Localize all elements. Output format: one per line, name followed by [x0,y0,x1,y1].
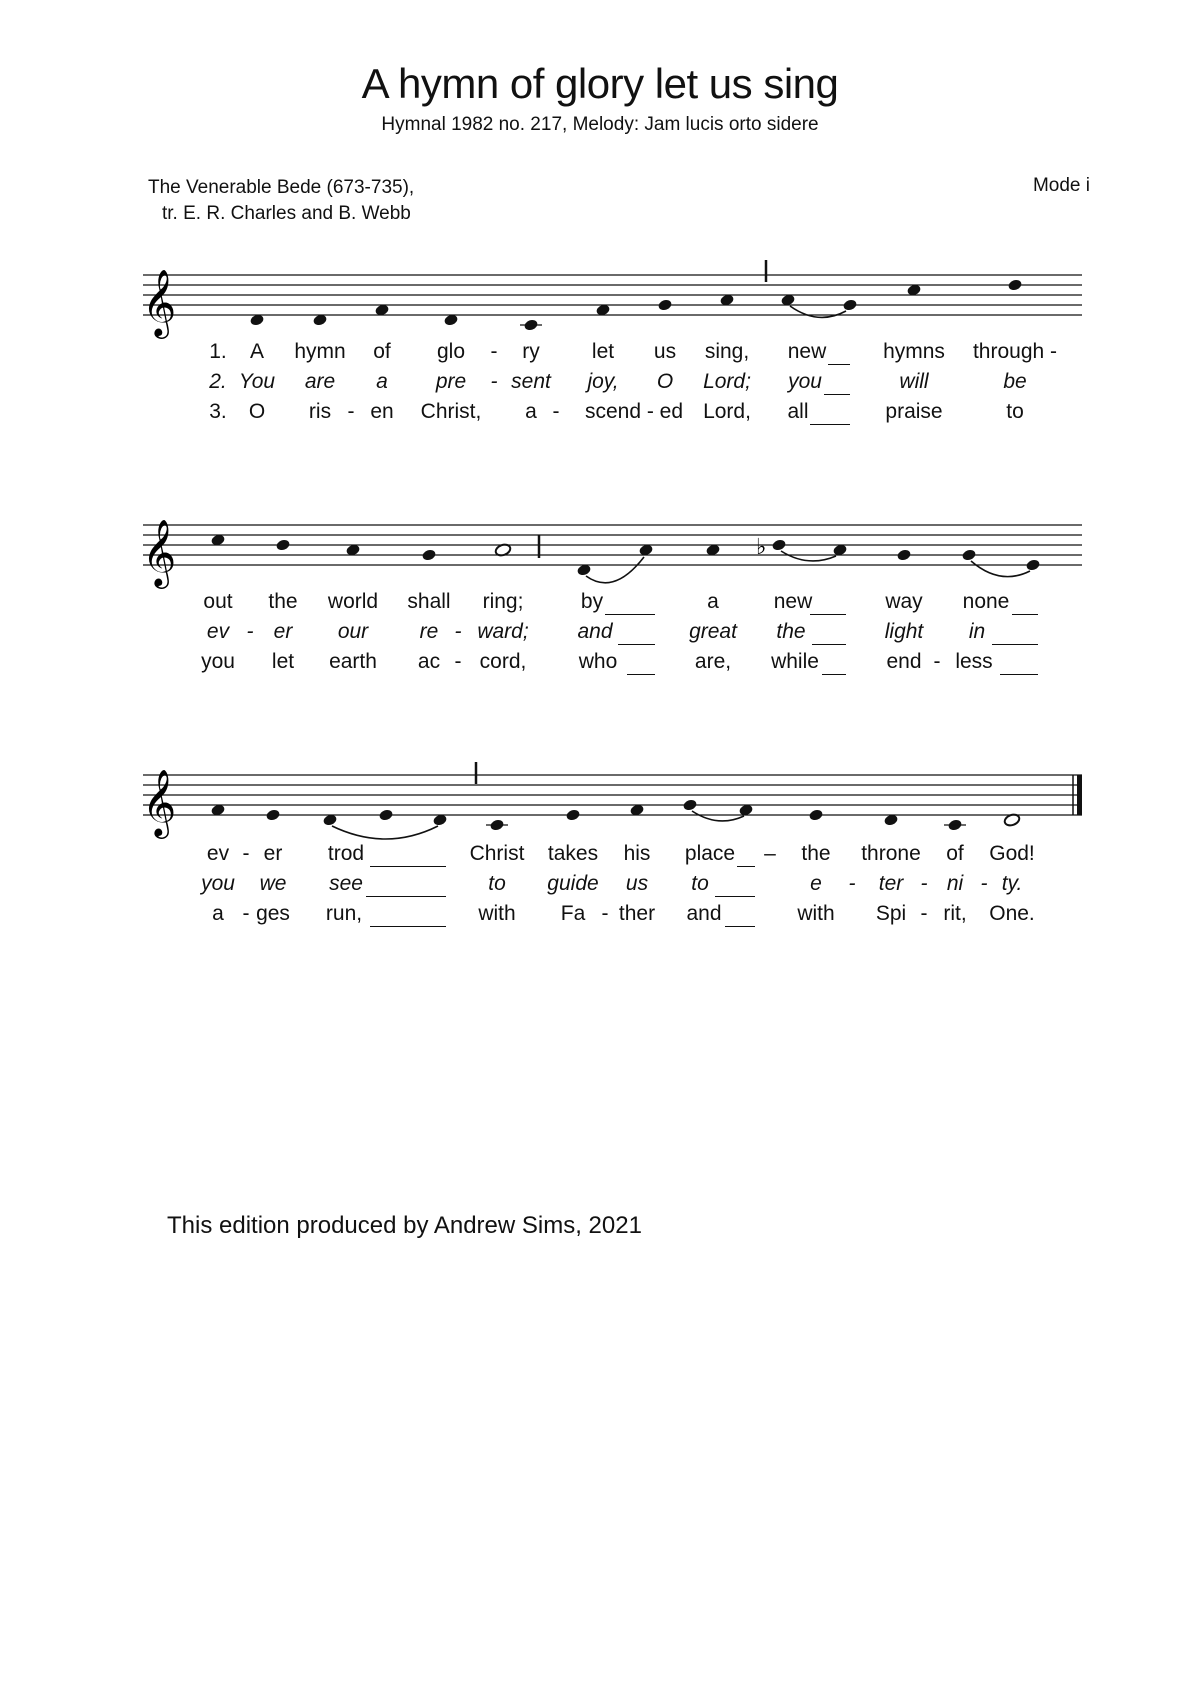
melisma-line [810,614,846,615]
lyric-syllable: who [578,650,618,673]
lyric-syllable: see [329,872,363,895]
hymn-subtitle: Hymnal 1982 no. 217, Melody: Jam lucis orto sidere [381,114,819,135]
lyric-hyphen: - [454,650,462,673]
staff-system-2 [0,500,1200,600]
lyric-syllable: ry [522,340,540,363]
melisma-line [828,364,850,365]
melisma-line [812,644,846,645]
lyric-syllable: run, [325,902,363,925]
note [265,808,280,821]
lyric-syllable: of [946,842,964,865]
treble-clef-icon: 𝄞 [142,268,177,336]
slur [781,551,836,561]
lyric-syllable: world [327,590,379,613]
lyric-syllable: while [771,650,819,673]
lyric-syllable: us [625,872,649,895]
lyric-syllable: through - [972,340,1058,363]
melisma-line [370,926,446,927]
lyric-syllable: by [580,590,604,613]
melisma-line [605,614,655,615]
lyric-hyphen: - [920,902,928,925]
lyric-syllable: hymn [294,340,346,363]
lyric-syllable: Lord, [703,400,751,423]
melisma-line [366,896,446,897]
lyric-hyphen: - [980,872,988,895]
lyric-hyphen: - [242,902,250,925]
lyric-syllable: takes [547,842,599,865]
mode-label: Mode i [1032,175,1090,196]
lyric-syllable: with [797,902,835,925]
lyric-syllable: ring; [482,590,524,613]
lyric-syllable: let [591,340,615,363]
melisma-line [737,866,755,867]
lyric-syllable: with [478,902,516,925]
melisma-line [992,644,1038,645]
lyric-syllable: ges [256,902,290,925]
melisma-line [715,896,755,897]
lyric-syllable: en [370,400,394,423]
lyric-syllable: you [201,872,235,895]
lyric-syllable: Fa [560,902,586,925]
slur [586,557,644,583]
lyric-hyphen: - [552,400,560,423]
slur [692,811,744,821]
lyric-syllable: hymns [883,340,945,363]
lyric-syllable: are, [694,650,732,673]
lyric-syllable: to [488,872,506,895]
lyric-syllable: pre [435,370,467,393]
slur [971,561,1030,577]
lyric-hyphen: - [454,620,462,643]
lyric-syllable: are [304,370,336,393]
lyric-syllable: O [656,370,674,393]
lyric-syllable: ris [308,400,332,423]
lyric-syllable: ni [946,872,964,895]
lyric-syllable: we [259,872,287,895]
lyric-syllable: of [373,340,391,363]
author-credit [148,175,414,227]
lyric-syllable: You [238,370,276,393]
lyric-syllable: Christ, [420,400,482,423]
melisma-line [1000,674,1038,675]
treble-clef-icon: 𝄞 [142,518,177,586]
note [1007,278,1022,291]
lyric-syllable: our [337,620,369,643]
note [808,808,823,821]
lyric-syllable: be [1003,370,1027,393]
lyric-hyphen: - [601,902,609,925]
melisma-line [824,394,850,395]
lyric-syllable: Christ [469,842,525,865]
lyric-syllable: sing, [704,340,750,363]
lyric-syllable: ward; [477,620,529,643]
lyric-syllable: er [273,620,293,643]
lyric-hyphen: - [920,872,928,895]
lyric-hyphen: - [347,400,355,423]
author-line-2: tr. E. R. Charles and B. Webb [162,203,411,224]
lyric-syllable: O [248,400,266,423]
note [1025,558,1040,571]
lyric-syllable: to [691,872,709,895]
melisma-line [627,674,655,675]
lyric-syllable: throne [861,842,921,865]
lyric-syllable: a [212,902,224,925]
lyric-syllable: sent [511,370,551,393]
lyric-syllable: you [788,370,822,393]
lyric-syllable: us [653,340,677,363]
note [657,298,672,311]
slur [790,306,846,317]
note [842,298,857,311]
lyric-syllable: shall [407,590,451,613]
note [275,538,290,551]
lyric-syllable: new [773,590,813,613]
lyric-syllable: in [968,620,986,643]
lyric-syllable: glo [436,340,466,363]
note [961,548,976,561]
note [896,548,911,561]
lyric-hyphen: - [490,340,498,363]
lyric-syllable: earth [329,650,377,673]
lyric-syllable: let [271,650,295,673]
treble-clef-icon: 𝄞 [142,768,177,836]
note [771,538,786,551]
lyric-syllable: praise [885,400,943,423]
melisma-line [725,926,755,927]
slur [332,826,438,839]
lyric-hyphen: - [490,370,498,393]
melisma-line [810,424,850,425]
lyric-syllable: God! [989,842,1035,865]
staff-system-3 [0,755,1200,855]
flat-icon: ♭ [756,535,767,560]
lyric-syllable: rit, [943,902,967,925]
lyric-syllable: er [263,842,283,865]
lyric-syllable: Spi [875,902,907,925]
lyric-syllable: 3. [209,400,227,423]
lyric-syllable: ther [618,902,656,925]
lyric-syllable: ter [878,872,904,895]
lyric-syllable: 1. [209,340,227,363]
note [378,808,393,821]
lyric-syllable: you [201,650,235,673]
melisma-line [822,674,846,675]
lyric-syllable: a [376,370,388,393]
lyric-syllable: cord, [479,650,527,673]
lyric-syllable: 2. [209,370,227,393]
lyric-hyphen: - [246,620,254,643]
lyric-syllable: to [1006,400,1024,423]
lyric-syllable: joy, [587,370,619,393]
note [565,808,580,821]
final-barline-thick [1077,775,1082,815]
author-line-1: The Venerable Bede (673-735), [148,177,415,198]
lyric-syllable: a [707,590,719,613]
lyric-syllable: Lord; [703,370,751,393]
lyric-syllable: ty. [1001,872,1023,895]
lyric-syllable: less [955,650,993,673]
lyric-syllable: great [689,620,737,643]
melisma-line [618,644,655,645]
melisma-line [370,866,446,867]
edition-credit: This edition produced by Andrew Sims, 2021 [167,1212,642,1239]
lyric-syllable: re [419,620,439,643]
lyric-syllable: new [787,340,827,363]
lyric-syllable: his [623,842,651,865]
lyric-syllable: all [787,400,809,423]
lyric-hyphen: - [242,842,250,865]
lyric-syllable: and [577,620,613,643]
melisma-line [1012,614,1038,615]
hymn-title: A hymn of glory let us sing [361,60,839,107]
lyric-syllable: none [962,590,1010,613]
note [421,548,436,561]
lyric-syllable: light [884,620,924,643]
lyric-dash: – [764,842,776,865]
lyric-syllable: end [886,650,922,673]
lyric-syllable: place [684,842,736,865]
lyric-syllable: the [268,590,298,613]
note [682,798,697,811]
lyric-syllable: One. [989,902,1035,925]
lyric-hyphen: - [848,872,856,895]
staff-system-1 [0,240,1200,340]
lyric-syllable: a [525,400,537,423]
lyric-syllable: e [810,872,822,895]
lyric-syllable: way [885,590,923,613]
lyric-syllable: ev [206,620,230,643]
lyric-syllable: out [203,590,233,613]
lyric-syllable: ac [417,650,441,673]
lyric-syllable: will [899,370,929,393]
lyric-syllable: guide [547,872,599,895]
lyric-syllable: trod [327,842,365,865]
lyric-hyphen: - [933,650,941,673]
lyric-syllable: A [249,340,265,363]
lyric-syllable: ev [206,842,230,865]
lyric-syllable: and [686,902,722,925]
lyric-syllable: the [776,620,806,643]
lyric-syllable: the [801,842,831,865]
lyric-syllable: scend - ed [584,400,684,423]
